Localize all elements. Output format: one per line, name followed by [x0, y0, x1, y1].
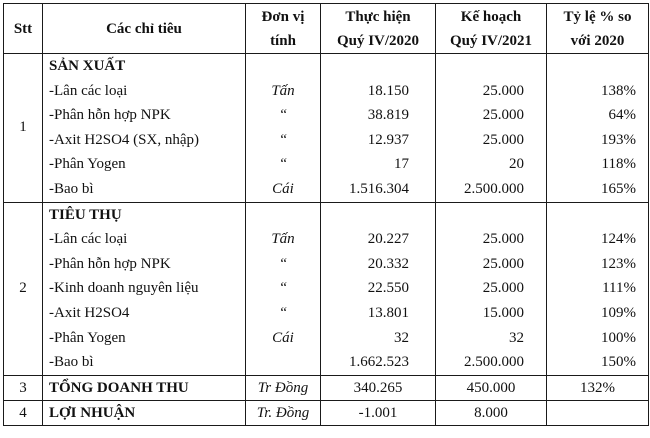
total-ratio: 132%	[547, 375, 649, 400]
row-ratio-cell: 138%	[601, 82, 636, 99]
header-unit-line2: tính	[270, 32, 296, 49]
row-ratio-cell: 165%	[601, 180, 636, 197]
section-indicators	[43, 54, 246, 203]
total-unit: Tr. Đồng	[246, 400, 321, 425]
total-plan: 450.000	[436, 375, 547, 400]
header-indicator: Các chỉ tiêu	[43, 4, 246, 54]
row-plan-cell: 20	[509, 156, 524, 173]
header-actual-line1: Thực hiện	[345, 8, 411, 25]
business-results-table	[3, 3, 649, 426]
section-row-1	[4, 54, 649, 203]
row-actual-cell: 18.150	[367, 82, 409, 99]
row-name-cell: -Axit H2SO4	[49, 304, 130, 321]
section-ratio-values	[547, 54, 649, 203]
row-name-cell: -Lân các loại	[49, 82, 128, 99]
header-plan	[436, 4, 547, 54]
row-name-cell: -Bao bì	[49, 180, 94, 197]
header-ratio	[547, 4, 649, 54]
row-unit-cell: Cái	[272, 329, 294, 346]
section-stt: 2	[4, 202, 43, 375]
section-indicators	[43, 202, 246, 375]
row-ratio-cell: 193%	[601, 131, 636, 148]
header-stt: Stt	[4, 4, 43, 54]
section-title-spacer	[553, 54, 636, 79]
header-ratio-line2: với 2020	[570, 32, 625, 49]
row-ratio-cell: 109%	[601, 304, 636, 321]
row-unit-cell: Tấn	[271, 231, 295, 248]
row-name-cell: -Kinh doanh nguyên liệu	[49, 280, 199, 297]
row-name-cell: -Phân hỗn hợp NPK	[49, 107, 171, 124]
row-ratio-cell: 118%	[601, 156, 636, 173]
section-title: SẢN XUẤT	[49, 58, 126, 74]
row-actual-cell: 12.937	[367, 131, 409, 148]
row-unit-cell: “	[278, 107, 288, 124]
row-ratio-cell: 123%	[601, 255, 636, 272]
header-row	[4, 4, 649, 54]
section-units	[246, 54, 321, 203]
section-ratio-values	[547, 202, 649, 375]
total-actual: 340.265	[321, 375, 436, 400]
section-title-spacer	[553, 203, 636, 228]
header-unit	[246, 4, 321, 54]
total-name: LỢI NHUẬN	[43, 400, 246, 425]
row-actual-cell: 1.662.523	[349, 354, 409, 371]
row-actual-cell: 22.550	[367, 280, 409, 297]
section-plan-values	[436, 54, 547, 203]
section-title-spacer	[327, 203, 409, 228]
row-plan-cell: 25.000	[482, 280, 524, 297]
row-unit-cell: “	[278, 131, 288, 148]
section-row-2	[4, 202, 649, 375]
row-ratio-cell: 64%	[608, 107, 636, 124]
header-actual-line2: Quý IV/2020	[336, 32, 420, 49]
header-plan-line2: Quý IV/2021	[449, 32, 533, 49]
row-actual-cell: 1.516.304	[349, 180, 409, 197]
total-stt: 3	[4, 375, 43, 400]
row-actual-cell: 20.227	[367, 231, 409, 248]
row-unit-cell: “	[278, 156, 288, 173]
row-plan-cell: 25.000	[482, 231, 524, 248]
total-stt: 4	[4, 400, 43, 425]
section-title-spacer	[252, 54, 314, 79]
header-ratio-line1: Tỷ lệ % so	[563, 8, 632, 25]
row-plan-cell: 25.000	[482, 82, 524, 99]
section-title-spacer	[327, 54, 409, 79]
section-actual-values	[321, 202, 436, 375]
row-ratio-cell: 150%	[601, 354, 636, 371]
row-name-cell: -Bao bì	[49, 354, 94, 371]
row-actual-cell: 13.801	[367, 304, 409, 321]
section-title-spacer	[252, 203, 314, 228]
row-unit-cell: “	[278, 255, 288, 272]
row-actual-cell: 38.819	[367, 107, 409, 124]
row-ratio-cell: 124%	[601, 231, 636, 248]
row-name-cell: -Axit H2SO4 (SX, nhập)	[49, 131, 199, 148]
row-plan-cell: 32	[509, 329, 524, 346]
row-plan-cell: 15.000	[482, 304, 524, 321]
row-plan-cell: 2.500.000	[464, 180, 524, 197]
section-title: TIÊU THỤ	[49, 206, 122, 223]
row-plan-cell: 25.000	[482, 131, 524, 148]
row-actual-cell: 20.332	[367, 255, 409, 272]
row-plan-cell: 25.000	[482, 107, 524, 124]
header-actual	[321, 4, 436, 54]
row-plan-cell: 2.500.000	[464, 354, 524, 371]
section-plan-values	[436, 202, 547, 375]
row-actual-cell: 32	[394, 329, 409, 346]
section-units	[246, 202, 321, 375]
total-ratio	[547, 400, 649, 425]
total-unit: Tr Đồng	[246, 375, 321, 400]
row-name-cell: -Phân hỗn hợp NPK	[49, 255, 171, 272]
row-plan-cell: 25.000	[482, 255, 524, 272]
total-plan: 8.000	[436, 400, 547, 425]
row-unit-cell: “	[278, 280, 288, 297]
total-row-3	[4, 375, 649, 400]
row-name-cell: -Lân các loại	[49, 231, 128, 248]
row-actual-cell: 17	[394, 156, 409, 173]
row-ratio-cell: 111%	[602, 280, 636, 297]
row-name-cell: -Phân Yogen	[49, 156, 126, 173]
total-actual: -1.001	[321, 400, 436, 425]
header-plan-line1: Kế hoạch	[460, 8, 522, 25]
section-actual-values	[321, 54, 436, 203]
row-unit-cell: Tấn	[271, 82, 295, 99]
section-title-spacer	[442, 54, 524, 79]
section-stt: 1	[4, 54, 43, 203]
row-ratio-cell: 100%	[601, 329, 636, 346]
row-unit-cell: “	[278, 304, 288, 321]
section-title-spacer	[442, 203, 524, 228]
total-name: TỔNG DOANH THU	[43, 375, 246, 400]
header-unit-line1: Đơn vị	[261, 8, 305, 25]
row-unit-cell: Cái	[272, 180, 294, 197]
total-row-4	[4, 400, 649, 425]
row-name-cell: -Phân Yogen	[49, 329, 126, 346]
row-unit-cell	[252, 350, 314, 375]
